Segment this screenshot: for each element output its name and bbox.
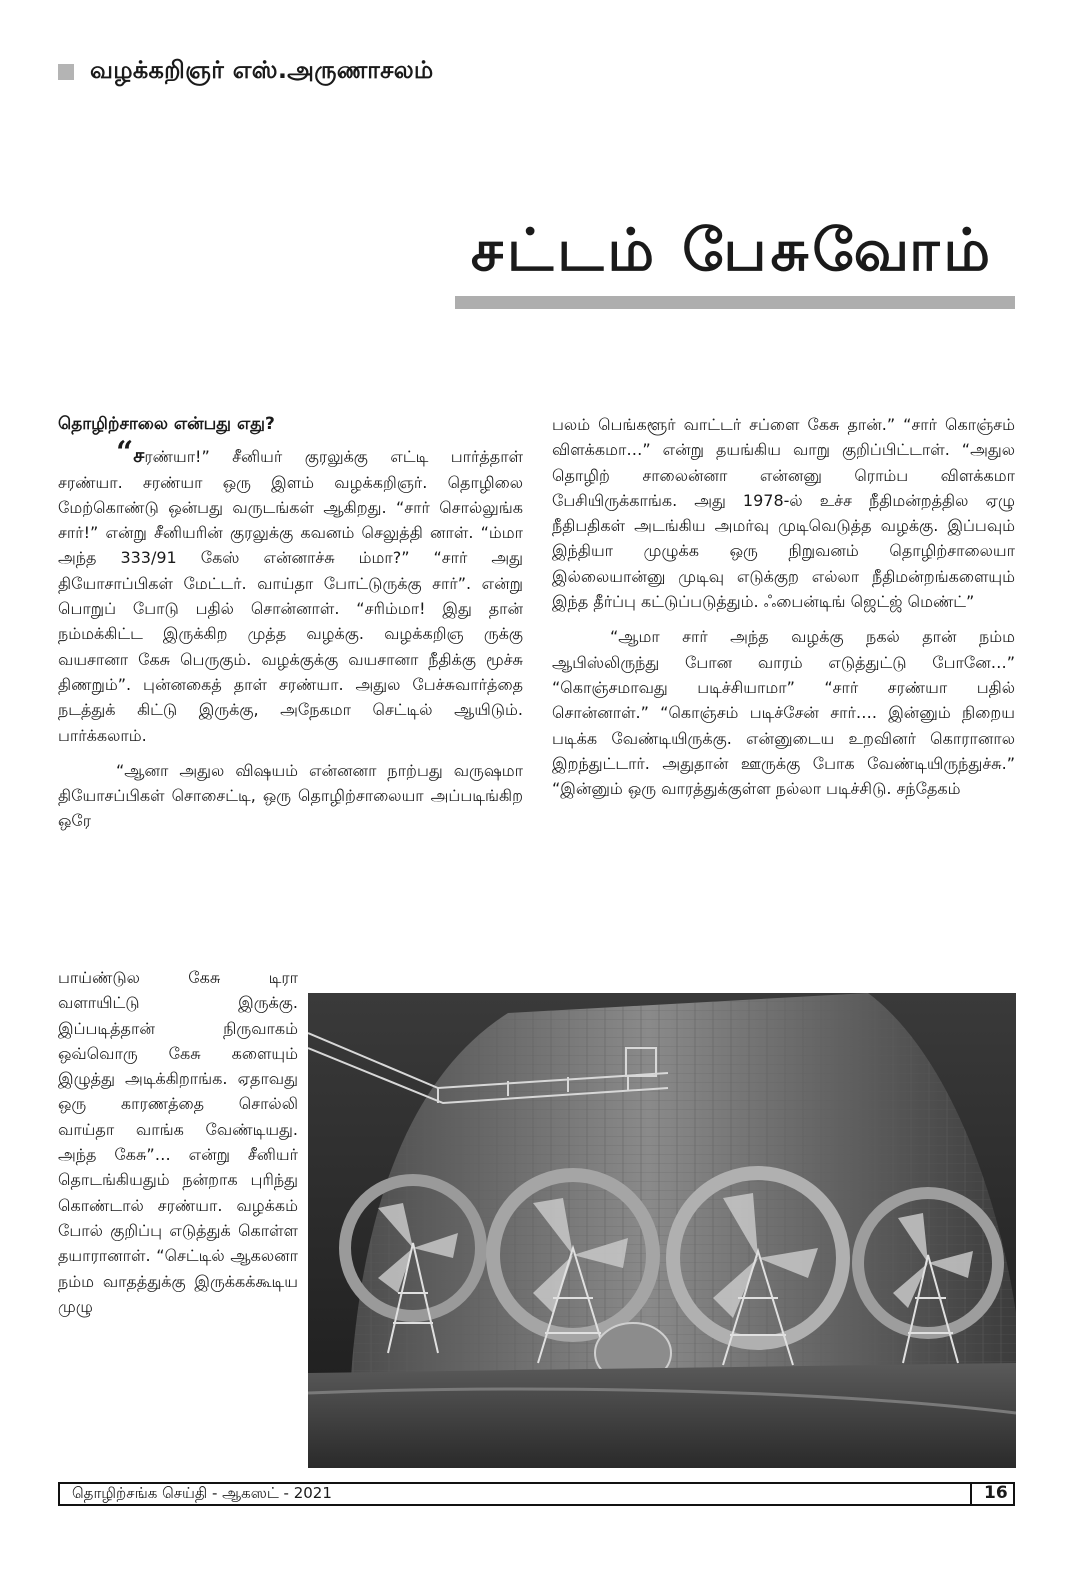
author-name: வழக்கறிஞர் எஸ்.அருணாசலம் bbox=[90, 56, 434, 84]
paragraph-1-text: ரண்யா!” சீனியர் குரலுக்கு எட்டி பார்த்தாள் சரண்யா. சரண்யா ஒரு இளம் வழக்கறிஞர். தொழிலை மேற்கொண்டு ஒன்பது வருடங்கள் ஆகிறது. “சார் சொல்லுங்க சார்!” என்று சீனியரின் குரலுக்கு கவனம் செலுத்தி னாள். “ம்மா அந்த 333/91 கேஸ் என்னாச்சு ம்மா?” “சார் அது தியோசாப்பிகள் மேட்டர். வாய்தா போட்டுருக்கு சார்”. என்று பொறுப் போடு பதில் சொன்னாள். “சரிம்மா! இது தான் நம்மக்கிட்ட இருக்கிற முத்த வழக்கு. வழக்கறிஞ ருக்கு வயசானா கேசு பெருகும். வழக்குக்கு வயசானா நீதிக்கு மூச்சு திணறும்”. புன்னகைத் தாள் சரண்யா. அதுல பேச்சுவார்த்தை நடத்துக் கிட்டு இருக்கு, அநேகமா செட்டில் ஆயிடும். பார்க்கலாம். bbox=[58, 447, 523, 745]
drop-quote: “ bbox=[116, 435, 134, 471]
section-heading: தொழிற்சாலை என்பது எது? bbox=[58, 414, 275, 434]
drop-cap: ச bbox=[133, 443, 145, 468]
author-marker bbox=[58, 64, 74, 80]
industrial-fans-photo bbox=[308, 993, 1016, 1468]
paragraph-2: “ஆனா அதுல விஷயம் என்னனா நாற்பது வருஷமா தியோசப்பிகள் சொசைட்டி, ஒரு தொழிற்சாலையா அப்படிங்கிற ஒரே bbox=[58, 760, 523, 831]
paragraph-4: “ஆமா சார் அந்த வழக்கு நகல் தான் நம்ம ஆபிஸ்லிருந்து போன வாரம் எடுத்துட்டு போனே…” “கொஞ்சமாவது படிச்சியாமா” “சார் சரண்யா பதில் சொன்னாள்.” “கொஞ்சம் படிச்சேன் சார்…. இன்னும் நிறைய படிக்க வேண்டியிருக்கு. என்னுடைய உறவினர் கொரானால இறந்துட்டார். அதுதான் ஊருக்கு போக வேண்டியிருந்துச்சு.” “இன்னும் ஒரு வாரத்துக்குள்ள நல்லா படிச்சிடு. சந்தேகம் bbox=[552, 627, 1015, 799]
footer-divider bbox=[970, 1482, 972, 1506]
page-title: சட்டம் பேசுவோம் bbox=[470, 216, 995, 284]
narrow-column: பாய்ண்டுல கேசு டிரா வளாயிட்டு இருக்கு. இப்படித்தான் நிருவாகம் ஒவ்வொரு கேசு களையும் இழுத்து அடிக்கிறாங்க. ஏதாவது ஒரு காரணத்தை சொல்லி வாய்தா வாங்க வேண்டியது. அந்த கேசு”… என்று சீனியர் தொடங்கியதும் நன்றாக புரிந்து கொண்டால் சரண்யா. வழக்கம் போல் குறிப்பு எடுத்துக் கொள்ள தயாரானாள். “செட்டில் ஆகலனா நம்ம வாதத்துக்கு இருக்கக்கூடிய முழு bbox=[58, 968, 298, 1316]
right-column bbox=[552, 412, 1015, 801]
page-number: 16 bbox=[984, 1483, 1008, 1503]
title-underline bbox=[455, 296, 1015, 309]
paragraph-3: பலம் பெங்களூர் வாட்டர் சப்ளை கேசு தான்.” “சார் கொஞ்சம் விளக்கமா…” என்று தயங்கிய வாறு குறிப்பிட்டாள். “அதுல தொழிற் சாலைன்னா என்னனு ரொம்ப விளக்கமா பேசியிருக்காங்க. அது 1978-ல் உச்ச நீதிமன்றத்தில ஏழு நீதிபதிகள் அடங்கிய அமர்வு முடிவெடுத்த வழக்கு. இப்பவும் இந்தியா முழுக்க ஒரு நிறுவனம் தொழிற்சாலையா இல்லையான்னு முடிவு எடுக்குற எல்லா நீதிமன்றங்களையும் இந்த தீர்ப்பு கட்டுப்படுத்தும். ஃபைன்டிங் ஜெட்ஜ் மெண்ட்” bbox=[552, 415, 1015, 612]
footer-publication: தொழிற்சங்க செய்தி - ஆகஸட் - 2021 bbox=[72, 1484, 332, 1502]
paragraph-1 bbox=[58, 435, 523, 748]
left-column bbox=[58, 412, 523, 834]
